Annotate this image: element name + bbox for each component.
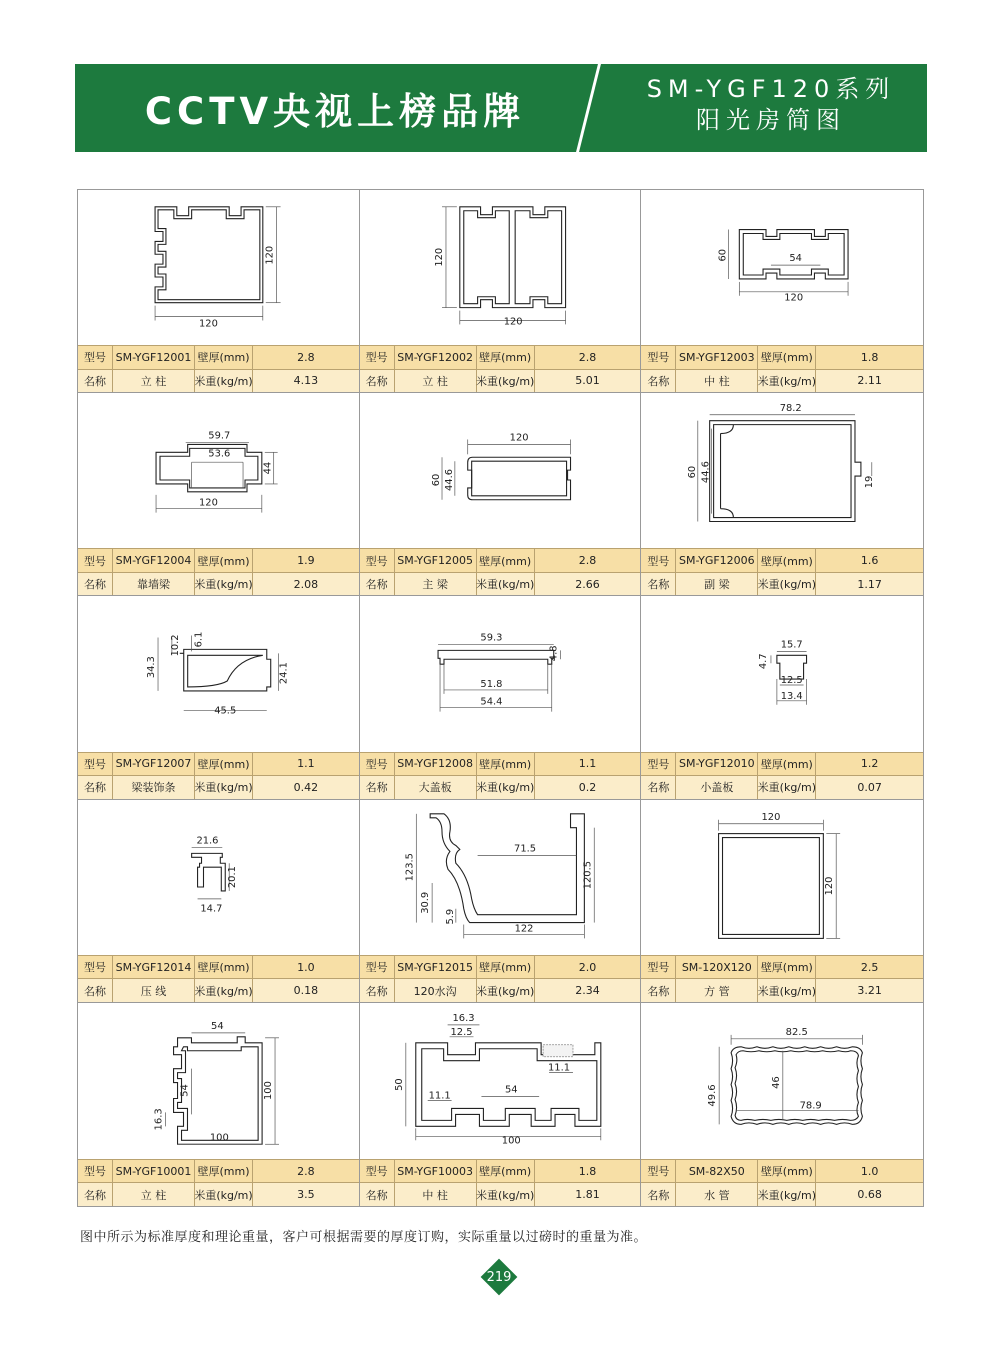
- weight-value: 0.18: [253, 978, 359, 1002]
- svg-text:78.9: 78.9: [799, 1100, 823, 1112]
- svg-text:12.5: 12.5: [450, 1026, 473, 1038]
- model-value: SM-120X120: [676, 955, 758, 979]
- page-number: [481, 1259, 517, 1295]
- model-value: SM-YGF12014: [113, 955, 195, 979]
- brand-title: CCTV央视上榜品牌: [144, 90, 526, 133]
- weight-value: 4.13: [253, 369, 359, 393]
- spec-table: 型号 SM-YGF12007 壁厚(mm) 1.1 名称 梁装饰条 米重(kg/m) 0.42: [78, 752, 359, 799]
- svg-text:60: 60: [687, 465, 699, 479]
- profile-cell: [641, 596, 923, 799]
- svg-text:54: 54: [179, 1084, 191, 1097]
- wall-value: 1.9: [253, 548, 359, 572]
- svg-text:51.8: 51.8: [480, 679, 503, 691]
- svg-text:100: 100: [263, 1080, 275, 1100]
- svg-text:120: 120: [199, 497, 218, 509]
- profile-drawing: [641, 800, 923, 955]
- profile-drawing: [78, 190, 359, 345]
- weight-value: 0.68: [816, 1182, 923, 1206]
- profile-cell: [360, 1003, 642, 1206]
- svg-text:11.1: 11.1: [547, 1062, 570, 1074]
- profile-cell: [78, 800, 360, 1003]
- svg-text:120: 120: [199, 318, 218, 330]
- profile-cell: [360, 800, 642, 1003]
- svg-text:78.2: 78.2: [780, 402, 803, 414]
- profile-drawing: [78, 1003, 359, 1159]
- profile-cell: [78, 190, 360, 393]
- svg-text:16.3: 16.3: [153, 1108, 165, 1131]
- spec-table: 型号 SM-YGF12008 壁厚(mm) 1.1 名称 大盖板 米重(kg/m) 0.2: [360, 752, 641, 799]
- svg-text:44: 44: [262, 462, 274, 475]
- spec-table: 型号 SM-YGF12006 壁厚(mm) 1.6 名称 副 梁 米重(kg/m) 1.17: [641, 548, 923, 595]
- weight-value: 1.17: [816, 572, 923, 596]
- svg-text:59.3: 59.3: [480, 632, 503, 644]
- weight-value: 2.66: [535, 572, 641, 596]
- model-value: SM-YGF12001: [113, 345, 195, 369]
- footnote: 图中所示为标准厚度和理论重量，客户可根据需要的厚度订购，实际重量以过磅时的重量为准。: [80, 1230, 648, 1245]
- profile-cell: [78, 393, 360, 596]
- svg-text:60: 60: [430, 473, 442, 487]
- name-value: 中 柱: [676, 369, 758, 393]
- profile-cell: [360, 393, 642, 596]
- svg-text:54: 54: [789, 253, 803, 265]
- spec-table: 型号 SM-YGF12003 壁厚(mm) 1.8 名称 中 柱 米重(kg/m) 2.11: [641, 345, 923, 392]
- model-value: SM-YGF12006: [676, 548, 758, 572]
- spec-table: 型号 SM-YGF10003 壁厚(mm) 1.8 名称 中 柱 米重(kg/m) 1.81: [360, 1159, 641, 1206]
- wall-value: 2.8: [253, 345, 359, 369]
- header-banner: [75, 64, 927, 152]
- svg-text:120: 120: [824, 876, 836, 896]
- svg-text:120: 120: [503, 316, 523, 328]
- profile-cell: [78, 596, 360, 799]
- spec-table: 型号 SM-120X120 壁厚(mm) 2.5 名称 方 管 米重(kg/m) 3.21: [641, 955, 923, 1002]
- page-number-text: 219: [486, 1269, 512, 1285]
- series-name: SM-YGF120系列: [646, 75, 896, 103]
- svg-text:60: 60: [717, 248, 729, 262]
- wall-value: 1.0: [816, 1159, 923, 1183]
- profile-drawing: [360, 800, 641, 955]
- svg-text:15.7: 15.7: [781, 639, 804, 651]
- model-value: SM-YGF10001: [113, 1159, 195, 1183]
- wall-value: 1.0: [253, 955, 359, 979]
- weight-value: 2.08: [253, 572, 359, 596]
- profile-grid: [77, 189, 924, 1207]
- svg-text:34.3: 34.3: [146, 656, 158, 679]
- spec-table: 型号 SM-YGF12010 壁厚(mm) 1.2 名称 小盖板 米重(kg/m) 0.07: [641, 752, 923, 799]
- spec-table: 型号 SM-YGF12014 壁厚(mm) 1.0 名称 压 线 米重(kg/m) 0.18: [78, 955, 359, 1002]
- profile-cell: [641, 800, 923, 1003]
- wall-value: 2.5: [816, 955, 923, 979]
- name-value: 梁装饰条: [113, 775, 195, 799]
- spec-table: 型号 SM-YGF12005 壁厚(mm) 2.8 名称 主 梁 米重(kg/m) 2.66: [360, 548, 641, 595]
- svg-text:5.9: 5.9: [444, 908, 456, 925]
- svg-text:44.6: 44.6: [443, 469, 455, 492]
- svg-text:54.4: 54.4: [480, 697, 503, 709]
- wall-value: 2.8: [535, 548, 641, 572]
- weight-value: 2.11: [816, 369, 923, 393]
- weight-value: 2.34: [535, 978, 641, 1002]
- wall-value: 1.6: [816, 548, 923, 572]
- model-value: SM-YGF12015: [395, 955, 477, 979]
- profile-drawing: [360, 190, 641, 345]
- profile-cell: [641, 190, 923, 393]
- wall-value: 1.1: [253, 752, 359, 776]
- spec-table: 型号 SM-YGF12001 壁厚(mm) 2.8 名称 立 柱 米重(kg/m) 4.13: [78, 345, 359, 392]
- name-value: 120水沟: [395, 978, 477, 1002]
- svg-text:54: 54: [504, 1084, 518, 1096]
- svg-text:71.5: 71.5: [513, 842, 536, 854]
- svg-text:53.6: 53.6: [208, 448, 231, 460]
- name-value: 大盖板: [395, 775, 477, 799]
- spec-table: 型号 SM-YGF12015 壁厚(mm) 2.0 名称 120水沟 米重(kg/m) 2.34: [360, 955, 641, 1002]
- weight-value: 0.2: [535, 775, 641, 799]
- svg-text:120: 120: [784, 292, 804, 304]
- svg-text:4.8: 4.8: [548, 645, 560, 662]
- svg-text:44.6: 44.6: [701, 461, 713, 484]
- profile-cell: [78, 1003, 360, 1206]
- model-value: SM-YGF12003: [676, 345, 758, 369]
- spec-table: 型号 SM-YGF12004 壁厚(mm) 1.9 名称 靠墙梁 米重(kg/m) 2.08: [78, 548, 359, 595]
- profile-cell: [641, 393, 923, 596]
- model-value: SM-YGF12007: [113, 752, 195, 776]
- svg-text:120: 120: [761, 811, 781, 823]
- svg-text:19: 19: [864, 475, 876, 489]
- svg-text:14.7: 14.7: [200, 903, 223, 915]
- svg-text:120: 120: [509, 432, 529, 444]
- svg-text:100: 100: [209, 1132, 229, 1144]
- name-value: 方 管: [676, 978, 758, 1002]
- model-value: SM-YGF10003: [395, 1159, 477, 1183]
- weight-value: 0.07: [816, 775, 923, 799]
- spec-table: 型号 SM-YGF10001 壁厚(mm) 2.8 名称 立 柱 米重(kg/m) 3.5: [78, 1159, 359, 1206]
- wall-value: 2.8: [535, 345, 641, 369]
- series-subtitle: 阳光房简图: [696, 106, 846, 134]
- svg-text:30.9: 30.9: [419, 891, 431, 914]
- svg-text:11.1: 11.1: [428, 1090, 451, 1102]
- svg-text:120: 120: [264, 245, 276, 265]
- name-value: 主 梁: [395, 572, 477, 596]
- model-value: SM-YGF12008: [395, 752, 477, 776]
- name-value: 立 柱: [113, 369, 195, 393]
- svg-text:13.4: 13.4: [781, 691, 804, 703]
- svg-text:50: 50: [393, 1078, 405, 1091]
- weight-value: 5.01: [535, 369, 641, 393]
- profile-cell: [360, 190, 642, 393]
- profile-drawing: [360, 393, 641, 548]
- svg-text:123.5: 123.5: [404, 852, 416, 881]
- profile-cell: [641, 1003, 923, 1206]
- svg-text:6.1: 6.1: [193, 632, 205, 648]
- name-value: 中 柱: [395, 1182, 477, 1206]
- profile-drawing: [360, 596, 641, 751]
- svg-text:82.5: 82.5: [786, 1026, 809, 1038]
- profile-drawing: [641, 1003, 923, 1159]
- profile-drawing: [641, 596, 923, 751]
- svg-text:10.2: 10.2: [169, 634, 181, 657]
- model-value: SM-YGF12010: [676, 752, 758, 776]
- wall-value: 2.8: [253, 1159, 359, 1183]
- spec-table: 型号 SM-82X50 壁厚(mm) 1.0 名称 水 管 米重(kg/m) 0.68: [641, 1159, 923, 1206]
- profile-drawing: [78, 393, 359, 548]
- svg-text:4.7: 4.7: [758, 653, 770, 670]
- svg-text:120: 120: [433, 247, 445, 267]
- svg-text:54: 54: [211, 1020, 224, 1032]
- svg-text:16.3: 16.3: [452, 1012, 475, 1024]
- weight-value: 0.42: [253, 775, 359, 799]
- profile-drawing: [360, 1003, 641, 1159]
- name-value: 立 柱: [113, 1182, 195, 1206]
- profile-drawing: [78, 596, 359, 751]
- profile-drawing: [641, 393, 923, 548]
- svg-text:20.1: 20.1: [227, 865, 239, 888]
- model-value: SM-YGF12005: [395, 548, 477, 572]
- weight-value: 3.21: [816, 978, 923, 1002]
- weight-value: 3.5: [253, 1182, 359, 1206]
- svg-text:21.6: 21.6: [196, 835, 219, 847]
- wall-value: 1.8: [535, 1159, 641, 1183]
- name-value: 压 线: [113, 978, 195, 1002]
- wall-value: 2.0: [535, 955, 641, 979]
- spec-table: 型号 SM-YGF12002 壁厚(mm) 2.8 名称 立 柱 米重(kg/m) 5.01: [360, 345, 641, 392]
- model-value: SM-YGF12004: [113, 548, 195, 572]
- wall-value: 1.8: [816, 345, 923, 369]
- model-value: SM-YGF12002: [395, 345, 477, 369]
- svg-text:122: 122: [514, 923, 534, 935]
- name-value: 立 柱: [395, 369, 477, 393]
- wall-value: 1.2: [816, 752, 923, 776]
- name-value: 靠墙梁: [113, 572, 195, 596]
- svg-text:45.5: 45.5: [214, 706, 237, 718]
- svg-text:12.5: 12.5: [781, 675, 804, 687]
- svg-text:120.5: 120.5: [581, 860, 593, 889]
- svg-text:46: 46: [771, 1076, 783, 1089]
- svg-text:59.7: 59.7: [208, 430, 231, 442]
- svg-text:24.1: 24.1: [278, 662, 290, 685]
- model-value: SM-82X50: [676, 1159, 758, 1183]
- series-title: [615, 74, 927, 144]
- weight-value: 1.81: [535, 1182, 641, 1206]
- profile-drawing: [78, 800, 359, 955]
- name-value: 水 管: [676, 1182, 758, 1206]
- name-value: 副 梁: [676, 572, 758, 596]
- svg-text:49.6: 49.6: [707, 1084, 719, 1107]
- name-value: 小盖板: [676, 775, 758, 799]
- profile-cell: [360, 596, 642, 799]
- profile-drawing: [641, 190, 923, 345]
- svg-text:100: 100: [501, 1135, 521, 1147]
- wall-value: 1.1: [535, 752, 641, 776]
